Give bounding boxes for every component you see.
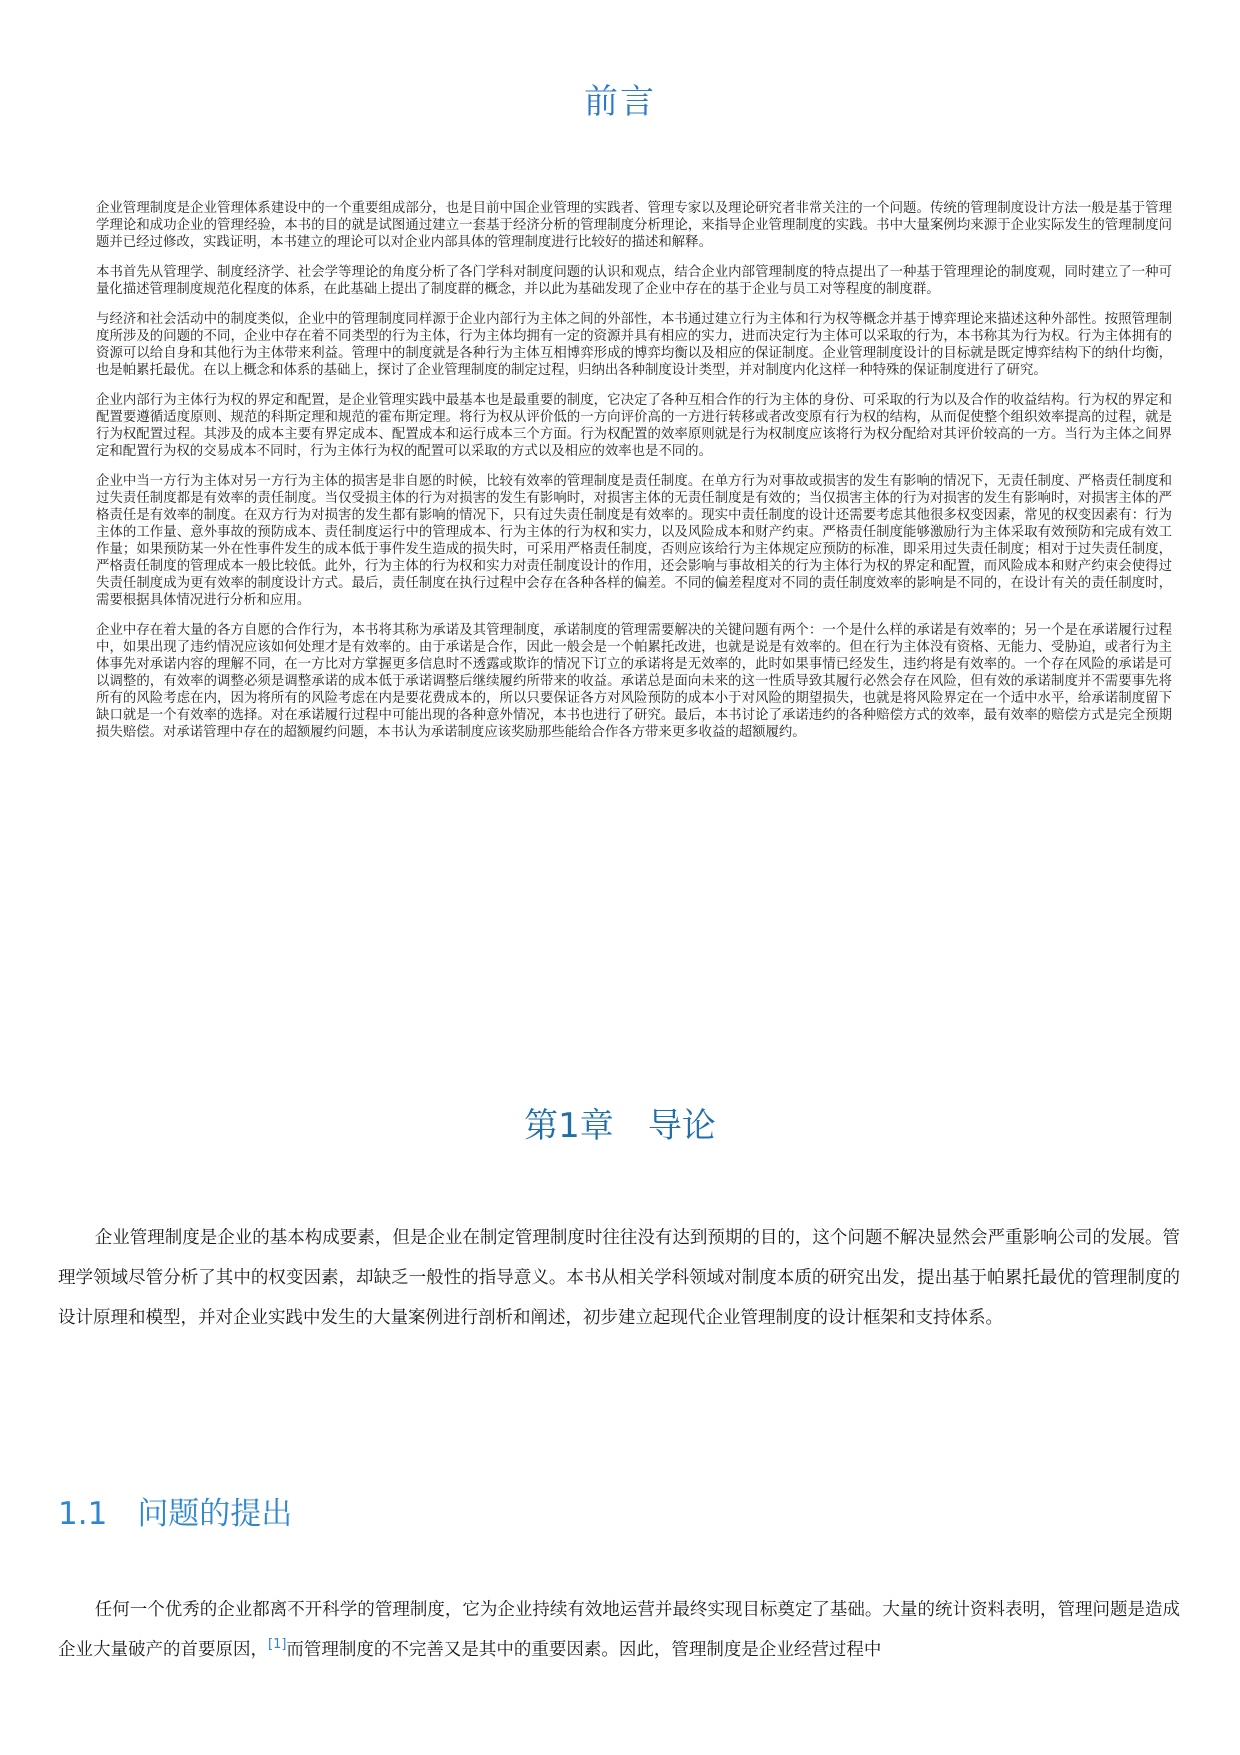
chapter-number: 第1章: [524, 1106, 614, 1146]
footnote-reference-link[interactable]: [1]: [268, 1637, 287, 1653]
preface-paragraph: 企业管理制度是企业管理体系建设中的一个重要组成部分，也是目前中国企业管理的实践者、管理专家以及理论研究者非常关注的一个问题。传统的管理制度设计方法一般是基于管理学理论和成功企业的管理经验，本书的目的就是试图通过建立一套基于经济分析的管理制度分析理论，来指导企业管理制度的实践。书中大量案例均来源于企业实际发生的管理制度问题并已经过修改，实践证明，本书建立的理论可以对企业内部具体的管理制度进行比较好的描述和解释。: [96, 201, 1172, 250]
preface-paragraph: 本书首先从管理学、制度经济学、社会学等理论的角度分析了各门学科对制度问题的认识和观点，结合企业内部管理制度的特点提出了一种基于管理理论的制度观，同时建立了一种可量化描述管理制度规范化程度的体系，在此基础上提出了制度群的概念，并以此为基础发现了企业中存在的基于企业与员工对等程度的制度群。: [96, 265, 1172, 297]
preface-title: 前言: [584, 82, 656, 122]
chapter-intro-paragraph: 企业管理制度是企业的基本构成要素，但是企业在制定管理制度时往往没有达到预期的目的，这个问题不解决显然会严重影响公司的发展。管理学领域尽管分析了其中的权变因素，却缺乏一般性的指导意义。本书从相关学科领域对制度本质的研究出发，提出基于帕累托最优的管理制度的设计原理和模型，并对企业实践中发生的大量案例进行剖析和阐述，初步建立起现代企业管理制度的设计框架和支持体系。: [58, 1228, 1180, 1328]
preface-paragraph: 与经济和社会活动中的制度类似，企业中的管理制度同样源于企业内部行为主体之间的外部性，本书通过建立行为主体和行为权等概念并基于博弈理论来描述这种外部性。按照管理制度所涉及的问题的不同，企业中存在着不同类型的行为主体，行为主体均拥有一定的资源并具有相应的实力，进而决定行为主体可以采取的行为，本书称其为行为权。行为主体拥有的资源可以给自身和其他行为主体带来利益。管理中的制度就是各种行为主体互相博弈形成的博弈均衡以及相应的保证制度。企业管理制度设计的目标就是既定博弈结构下的纳什均衡，也是帕累托最优。在以上概念和体系的基础上，探讨了企业管理制度的制定过程，归纳出各种制度设计类型，并对制度内化这样一种特殊的保证制度进行了研究。: [96, 312, 1172, 378]
preface-paragraph: 企业内部行为主体行为权的界定和配置，是企业管理实践中最基本也是最重要的制度，它决定了各种互相合作的行为主体的身份、可采取的行为以及合作的收益结构。行为权的界定和配置要遵循适度原则、规范的科斯定理和规范的霍布斯定理。将行为权从评价低的一方向评价高的一方进行转移或者改变原有行为权的结构，从而促使整个组织效率提高的过程，就是行为权配置过程。其涉及的成本主要有界定成本、配置成本和运行成本三个方面。行为权配置的效率原则就是行为权制度应该将行为权分配给对其评价较高的一方。当行为主体之间界定和配置行为权的交易成本不同时，行为主体行为权的配置可以采取的方式以及相应的效率也是不同的。: [96, 393, 1172, 459]
section-name: 问题的提出: [137, 1496, 293, 1532]
chapter-name: 导论: [647, 1106, 716, 1146]
section-paragraph: [58, 1590, 1180, 1670]
preface-body: [96, 200, 1172, 754]
section-text-after-ref: 而管理制度的不完善又是其中的重要因素。因此，管理制度是企业经营过程中: [286, 1640, 882, 1660]
preface-paragraph: 企业中当一方行为主体对另一方行为主体的损害是非自愿的时候，比较有效率的管理制度是责任制度。在单方行为对事故或损害的发生有影响的情况下，无责任制度、严格责任制度和过失责任制度都是有效率的责任制度。当仅受损主体的行为对损害的发生有影响时，对损害主体的无责任制度是有效的；当仅损害主体的行为对损害的发生有影响时，对损害主体的严格责任是有效率的制度。在双方行为对损害的发生都有影响的情况下，只有过失责任制度是有效率的。现实中责任制度的设计还需要考虑其他很多权变因素，常见的权变因素有：行为主体的工作量、意外事故的预防成本、责任制度运行中的管理成本、行为主体的行为权和实力，以及风险成本和财产约束。严格责任制度能够激励行为主体采取有效预防和完成有效工作量；如果预防某一外在性事件发生的成本低于事件发生造成的损失时，可采用严格责任制度，否则应该给行为主体规定应预防的标准，即采用过失责任制度；相对于过失责任制度，严格责任制度的管理成本一般比较低。此外，行为主体的行为权和实力对责任制度设计的作用，还会影响与事故相关的行为主体行为权的界定和配置，而风险成本和财产约束会使得过失责任制度成为更有效率的制度设计方式。最后，责任制度在执行过程中会存在各种各样的偏差。不同的偏差程度对不同的责任制度效率的影响是不同的，在设计有关的责任制度时，需要根据具体情况进行分析和应用。: [96, 474, 1172, 608]
section-text-before-ref: 任何一个优秀的企业都离不开科学的管理制度，它为企业持续有效地运营并最终实现目标奠定了基础。大量的统计资料表明，管理问题是造成企业大量破产的首要原因，: [58, 1600, 1180, 1660]
section-number: 1.1: [58, 1496, 108, 1532]
section-title: [58, 1488, 292, 1533]
chapter-title: [0, 1098, 1240, 1147]
preface-paragraph: 企业中存在着大量的各方自愿的合作行为，本书将其称为承诺及其管理制度，承诺制度的管理需要解决的关键问题有两个：一个是什么样的承诺是有效率的；另一个是在承诺履行过程中，如果出现了违约情况应该如何处理才是有效率的。由于承诺是合作，因此一般会是一个帕累托改进，也就是说是有效率的。但在行为主体没有资格、无能力、受胁迫，或者行为主体事先对承诺内容的理解不同，在一方比对方掌握更多信息时不透露或欺诈的情况下订立的承诺将是无效率的，此时如果事情已经发生，违约将是有效率的。一个存在风险的承诺是可以调整的，有效率的调整必须是调整承诺的成本低于承诺调整后继续履约所带来的收益。承诺总是面向未来的这一性质导致其履行必然会存在风险，但有效的承诺制度并不需要事先将所有的风险考虑在内，因为将所有的风险考虑在内是要花费成本的，所以只要保证各方对风险预防的成本小于对风险的期望损失，也就是将风险界定在一个适中水平，给承诺制度留下缺口就是一个有效率的选择。对在承诺履行过程中可能出现的各种意外情况，本书也进行了研究。最后，本书讨论了承诺违约的各种赔偿方式的效率，最有效率的赔偿方式是完全预期损失赔偿。对承诺管理中存在的超额履约问题，本书认为承诺制度应该奖励那些能给合作各方带来更多收益的超额履约。: [96, 623, 1172, 740]
